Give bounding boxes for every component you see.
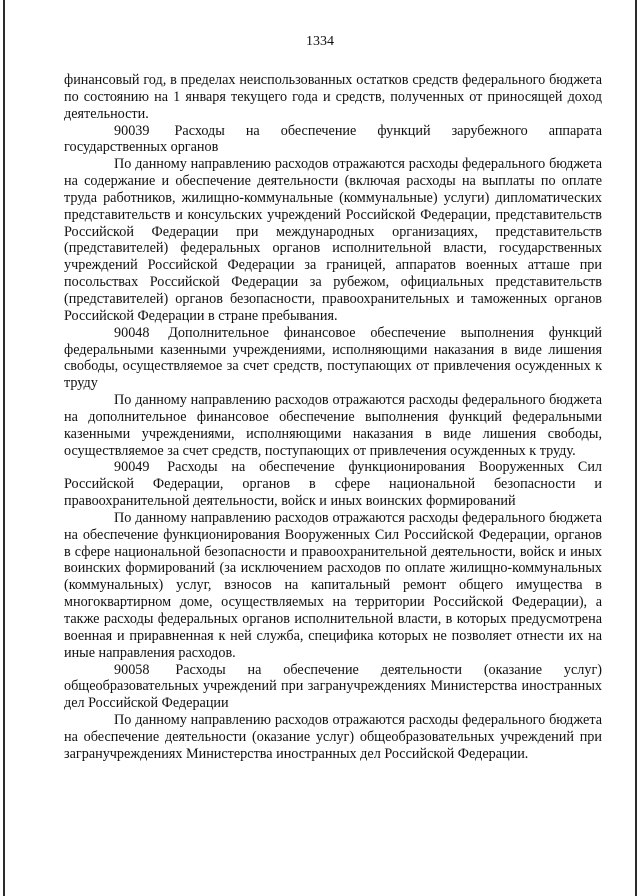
section-title: Дополнительное финансовое обеспечение выполнения функций федеральными казенными учреждениями, исполняющими наказания в виде лишения свободы, осуществляемое за счет средств, поступающих от привлечения осужденных к труду [64, 324, 602, 392]
section-heading-90039 [64, 123, 602, 157]
section-heading-90058 [64, 662, 602, 713]
paragraph-continuation: финансовый год, в пределах неиспользованных остатков средств федерального бюджета по состоянию на 1 января текущего года и средств, полученных от приносящей доход деятельности. [64, 72, 602, 122]
section-title: Расходы на обеспечение функций зарубежного аппарата государственных органов [64, 122, 602, 156]
page-number: 1334 [306, 34, 334, 49]
section-heading-90048 [64, 325, 602, 392]
section-code: 90058 [114, 661, 150, 678]
section-code: 90048 [114, 324, 150, 341]
section-title: Расходы на обеспечение функционирования Вооруженных Сил Российской Федерации, органов в сфере национальной безопасности и правоохранительной деятельности, войск и иных воинских формирований [64, 459, 602, 510]
section-code: 90049 [114, 459, 150, 476]
document-body [64, 72, 602, 763]
paragraph-body: По данному направлению расходов отражаются расходы федерального бюджета на дополнительное финансовое обеспечение выполнения функций федеральными казенными учреждениями, исполняющими наказания в виде лишения свободы, осуществляемое за счет средств, поступающих от привлечения осужденных к труду. [64, 392, 602, 459]
section-heading-90049 [64, 459, 602, 510]
paragraph-body: По данному направлению расходов отражаются расходы федерального бюджета на обеспечение функционирования Вооруженных Сил Российской Федерации, органов в сфере национальной безопасности и правоохранительной деятельности, войск и иных воинских формирований (за исключением расходов по оплате жилищно-коммунальных (коммунальных) услуг, взносов на капитальный ремонт общего имущества в многоквартирном доме, осуществляемых на территории Российской Федерации), а также расходы федеральных органов исполнительной власти, в которых предусмотрена военная и приравненная к ней служба, специфика которых не позволяет отнести их на иные направления расходов. [64, 509, 602, 661]
section-title: Расходы на обеспечение деятельности (оказание услуг) общеобразовательных учреждений при загранучреждениях Министерства иностранных дел Российской Федерации [64, 661, 603, 712]
paragraph-body: По данному направлению расходов отражаются расходы федерального бюджета на содержание и обеспечение деятельности (включая расходы на выплаты по оплате труда работников, жилищно-коммунальные (коммунальные) услуги) дипломатических представительств и консульских учреждений Российской Федерации, представительств Российской Федерации при международных организациях, представительств (представителей) федеральных органов исполнительной власти, государственных учреждений Российской Федерации за границей, аппаратов военных атташе при посольствах Российской Федерации за рубежом, официальных представительств (представителей) органов безопасности, правоохранительных и таможенных органов Российской Федерации в стране пребывания. [64, 156, 602, 324]
scan-edge-left [3, 0, 5, 896]
scan-edge-right [635, 0, 637, 896]
section-code: 90039 [114, 122, 150, 139]
paragraph-body: По данному направлению расходов отражаются расходы федерального бюджета на обеспечение деятельности (оказание услуг) общеобразовательных учреждений при загранучреждениях Министерства иностранных дел Российской Федерации. [64, 712, 602, 762]
